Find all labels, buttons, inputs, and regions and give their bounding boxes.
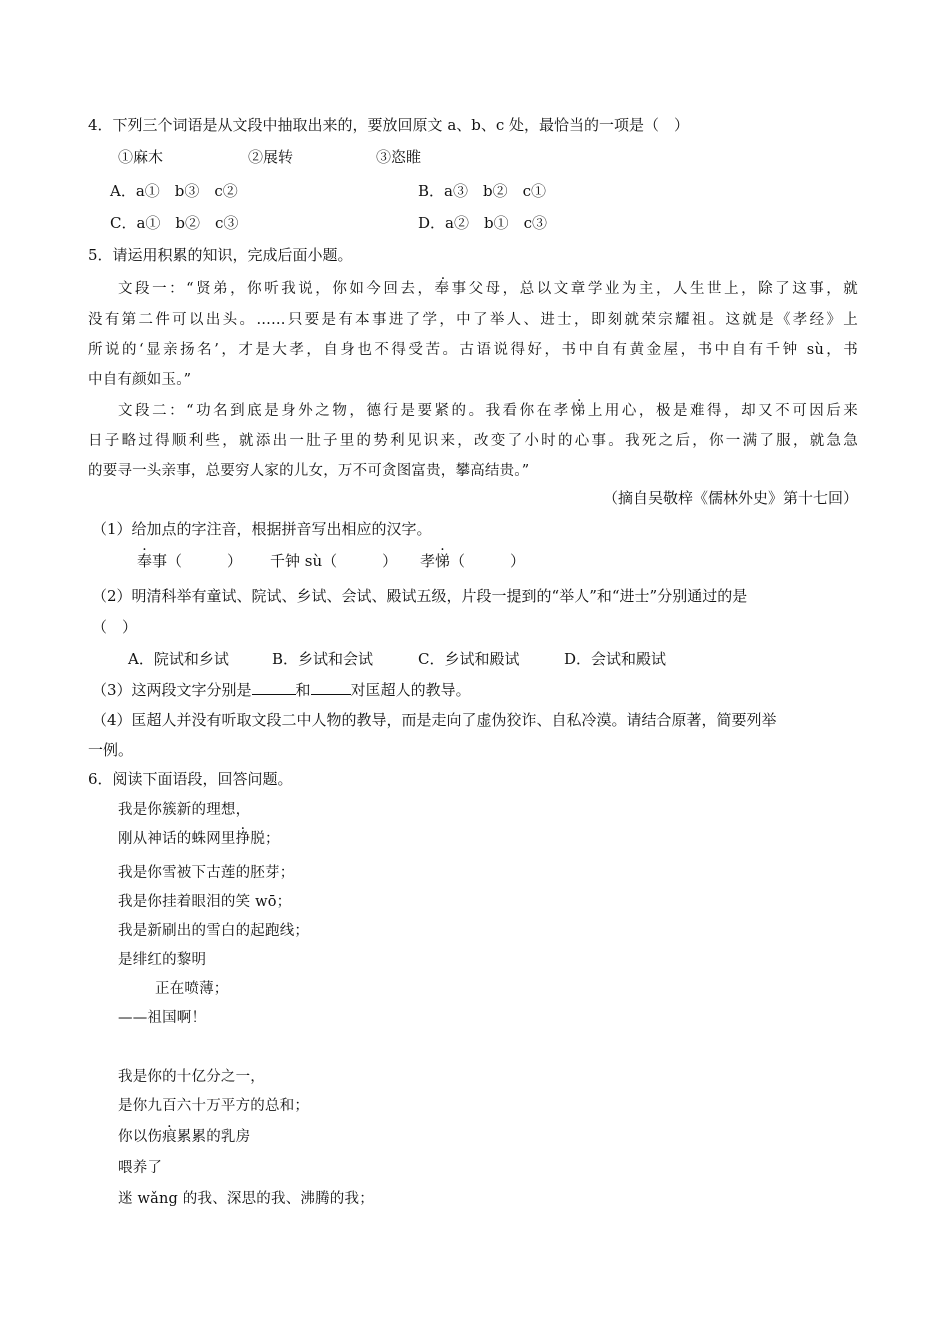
q5-sub2-option-a[interactable]: A．院试和乡试	[128, 650, 229, 668]
q5-sub3-post: 对匡超人的教导。	[350, 681, 471, 699]
q5-sub2-option-d[interactable]: D．会试和殿试	[564, 650, 667, 668]
q4-option-a[interactable]: A．a① b③ c②	[110, 182, 238, 200]
q5-passage2-line2: 日子略过得顺利些，就添出一肚子里的势利见识来，改变了小时的心事。我死之后，你一满了服，就急急	[88, 433, 858, 449]
q5-sub1-stem: （1）给加点的字注音，根据拼音写出相应的汉字。	[92, 520, 432, 538]
q5-passage2-line1	[118, 400, 858, 422]
q5-sub1-item1-rest: 事（ ）	[152, 552, 243, 570]
q5-sub4-line2: 一例。	[88, 741, 134, 759]
q5-sub3-mid: 和	[295, 681, 311, 699]
poem-line-2	[118, 828, 893, 850]
q5-passage2-dotted-char: 悌	[570, 403, 588, 419]
q5-stem: 5．请运用积累的知识，完成后面小题。	[88, 246, 353, 264]
q5-sub3-pre: （3）这两段文字分别是	[92, 681, 252, 699]
q5-sub1-item1	[137, 550, 242, 572]
poem-line-13: 迷 wǎng 的我、深思的我、沸腾的我；	[118, 1191, 374, 1207]
poem-line-1: 我是你簇新的理想，	[118, 802, 251, 818]
q5-sub2-stem-line1: （2）明清科举有童试、院试、乡试、会试、殿试五级，片段一提到的“举人”和“进士”分别通过的是	[92, 587, 748, 605]
answer-blank-2[interactable]	[311, 679, 351, 695]
q6-stem: 6．阅读下面语段，回答问题。	[88, 770, 293, 788]
poem-line-11-post: 累累的乳房	[176, 1129, 251, 1145]
poem-line-5: 我是新刷出的雪白的起跑线；	[118, 923, 310, 939]
q5-sub1-item3-rest: （ ）	[450, 552, 526, 570]
q5-sub1-item3	[420, 550, 525, 572]
q5-sub2-option-b[interactable]: B．乡试和会试	[272, 650, 374, 668]
poem-line-11	[118, 1126, 893, 1148]
poem-line-6: 是绯红的黎明	[118, 952, 207, 968]
q4-option-d[interactable]: D．a② b① c③	[418, 214, 547, 232]
q5-passage1-line3: 所说的‘显亲扬名’，才是大孝，自身也不得受苦。古语说得好，书中自有黄金屋，书中自有千钟 sù，书	[88, 342, 858, 358]
q5-passage1-dotted-char: 奉	[434, 281, 452, 297]
q4-word-2: ②展转	[248, 148, 294, 166]
q5-sub1-item3-dot: 悌	[435, 552, 451, 570]
poem-line-3: 我是你雪被下古莲的胚芽；	[118, 865, 295, 881]
q5-passage1-line1-pre: 文段一：“贤弟，你听我说，你如今回去，	[118, 281, 435, 297]
poem-line-9: 我是你的十亿分之一，	[118, 1069, 265, 1085]
q5-passage1-line1	[118, 278, 858, 300]
poem-line-11-dot: 痕	[162, 1129, 177, 1145]
q4-option-c[interactable]: C．a① b② c③	[110, 214, 239, 232]
q5-source: （摘自吴敬梓《儒林外史》第十七回）	[602, 489, 858, 507]
poem-line-12: 喂养了	[118, 1160, 163, 1176]
poem-line-2-post: 脱；	[250, 831, 280, 847]
q5-passage2-line3: 的要寻一头亲事，总要穷人家的儿女，万不可贪图富贵，攀高结贵。”	[88, 463, 530, 479]
poem-line-11-pre: 你以伤	[118, 1129, 163, 1145]
q5-sub2-stem-line2: （ ）	[92, 618, 138, 636]
q4-option-b[interactable]: B．a③ b② c①	[418, 182, 546, 200]
q5-sub1-item1-dot: 奉	[137, 552, 153, 570]
q4-stem: 4．下列三个词语是从文段中抽取出来的，要放回原文 a、b、c 处，最恰当的一项是（ ）	[88, 116, 690, 134]
q5-sub2-option-c[interactable]: C．乡试和殿试	[418, 650, 520, 668]
poem-line-8: ——祖国啊！	[118, 1010, 207, 1026]
q5-passage2-line1-post: 上用心，极是难得，却又不可因后来	[587, 403, 859, 419]
q5-sub1-item3-pre: 孝	[420, 552, 436, 570]
q5-sub4-line1: （4）匡超人并没有听取文段二中人物的教导，而是走向了虚伪狡诈、自私冷漠。请结合原著，简要列举	[92, 711, 777, 729]
q5-sub1-item2: 千钟 sù（ ）	[270, 552, 398, 570]
q4-word-3: ③恣睢	[376, 148, 422, 166]
poem-line-2-pre: 刚从神话的蛛网里	[118, 831, 236, 847]
q5-sub3	[92, 679, 867, 701]
q4-word-1: ①麻木	[118, 148, 164, 166]
answer-blank-1[interactable]	[252, 679, 296, 695]
poem-line-4: 我是你挂着眼泪的笑 wō；	[118, 894, 292, 910]
poem-line-2-dot: 挣	[235, 831, 251, 847]
q5-passage1-line4: 中自有颜如玉。”	[88, 372, 192, 388]
poem-line-10: 是你九百六十万平方的总和；	[118, 1098, 310, 1114]
q5-passage1-line2: 没有第二件可以出头。……只要是有本事进了学，中了举人、进士，即刻就荣宗耀祖。这就是《孝经》上	[88, 312, 858, 328]
poem-line-7: 正在喷薄；	[155, 981, 229, 997]
q5-passage1-line1-post: 事父母，总以文章学业为主，人生世上，除了这事，就	[451, 281, 858, 297]
q5-passage2-line1-pre: 文段二：“功名到底是身外之物，德行是要紧的。我看你在孝	[118, 403, 571, 419]
